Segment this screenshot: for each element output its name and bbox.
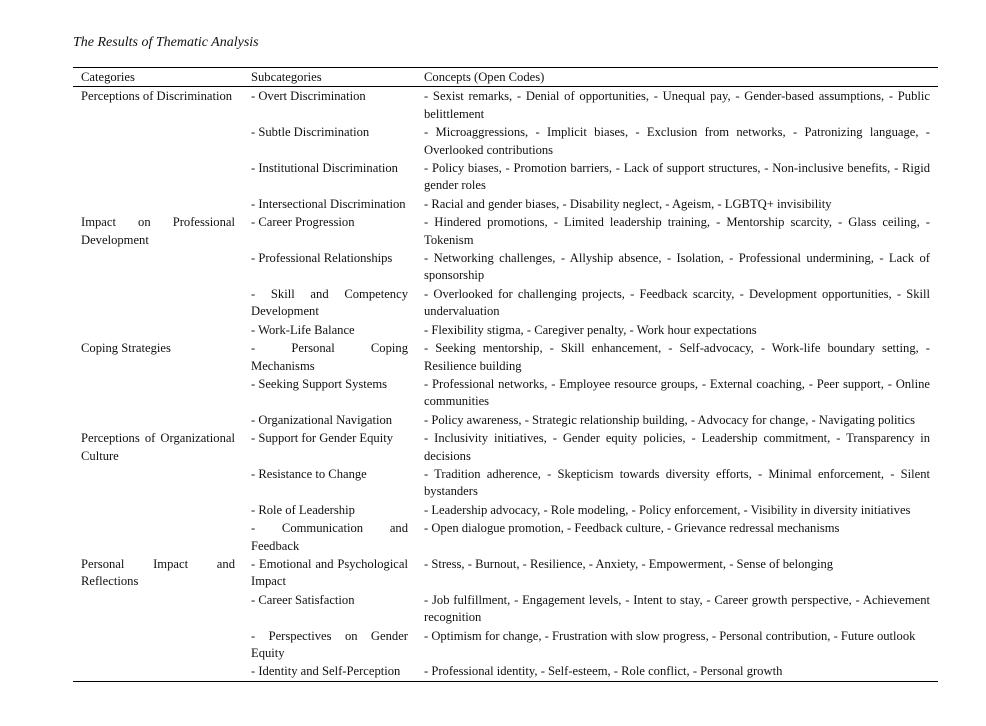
- concepts-cell: - Leadership advocacy, - Role modeling, - Policy enforcement, - Visibility in diversity initiatives: [424, 502, 911, 517]
- concepts-cell: - Policy biases, - Promotion barriers, - Lack of support structures, - Non-inclusive benefits, - Rigid gender roles: [424, 161, 930, 193]
- subcategory-cell: - Identity and Self-Perception: [251, 664, 401, 679]
- concepts-cell: - Professional identity, - Self-esteem, - Role conflict, - Personal growth: [424, 664, 783, 679]
- table-row: [73, 519, 938, 555]
- table-row: [73, 501, 938, 519]
- subcategory-cell: - Organizational Navigation: [251, 412, 393, 427]
- concepts-cell: - Sexist remarks, - Denial of opportunities, - Unequal pay, - Gender-based assumptions, - Public belittlement: [424, 89, 930, 121]
- table-row: [73, 123, 938, 159]
- concepts-cell: - Tradition adherence, - Skepticism towards diversity efforts, - Minimal enforcement, - Silent bystanders: [424, 466, 930, 499]
- concepts-cell: - Racial and gender biases, - Disability neglect, - Ageism, - LGBTQ+ invisibility: [424, 196, 832, 211]
- subcategory-cell: - Skill and Competency Development: [251, 286, 408, 319]
- subcategory-cell: - Intersectional Discrimination: [251, 196, 406, 211]
- category-cell: [73, 411, 243, 429]
- table-caption: The Results of Thematic Analysis: [73, 35, 259, 50]
- concepts-cell: - Overlooked for challenging projects, - Feedback scarcity, - Development opportunities, - Skill undervaluation: [424, 286, 930, 319]
- category-cell: Personal Impact and Reflections: [81, 556, 235, 589]
- table-row: [73, 627, 938, 663]
- concepts-cell: - Inclusivity initiatives, - Gender equity policies, - Leadership commitment, - Transparency in decisions: [424, 431, 930, 463]
- category-cell: [73, 159, 243, 195]
- table-row: [73, 285, 938, 321]
- table-row: [73, 87, 938, 123]
- category-cell: [73, 285, 243, 321]
- subcategory-cell: - Seeking Support Systems: [251, 376, 388, 391]
- category-cell: [73, 591, 243, 627]
- subcategory-cell: - Career Progression: [251, 215, 355, 230]
- table-row: [73, 555, 938, 591]
- table-row: [73, 411, 938, 429]
- subcategory-cell: - Institutional Discrimination: [251, 161, 398, 176]
- concepts-cell: - Hindered promotions, - Limited leadership training, - Mentorship scarcity, - Glass ceiling, - Tokenism: [424, 215, 930, 247]
- concepts-cell: - Job fulfillment, - Engagement levels, - Intent to stay, - Career growth perspective, - Achievement recognition: [424, 592, 930, 625]
- category-cell: [73, 321, 243, 339]
- category-cell: Impact on Professional Development: [81, 215, 235, 247]
- category-cell: [73, 249, 243, 285]
- subcategory-cell: - Overt Discrimination: [251, 89, 366, 104]
- table-row: [73, 159, 938, 195]
- header-categories: Categories: [73, 68, 243, 87]
- category-cell: Coping Strategies: [81, 341, 171, 356]
- table-row: [73, 339, 938, 375]
- subcategory-cell: - Support for Gender Equity: [251, 431, 393, 446]
- subcategory-cell: - Career Satisfaction: [251, 592, 355, 607]
- table-row: [73, 321, 938, 339]
- subcategory-cell: - Communication and Feedback: [251, 521, 408, 553]
- concepts-cell: - Seeking mentorship, - Skill enhancement, - Self-advocacy, - Work-life boundary setting, - Resilience building: [424, 341, 930, 373]
- category-cell: [73, 195, 243, 213]
- category-cell: [73, 123, 243, 159]
- subcategory-cell: - Role of Leadership: [251, 502, 355, 517]
- table-row: [73, 591, 938, 627]
- subcategory-cell: - Emotional and Psychological Impact: [251, 556, 408, 589]
- category-cell: [73, 375, 243, 411]
- concepts-cell: - Networking challenges, - Allyship absence, - Isolation, - Professional undermining, - Lack of sponsorship: [424, 251, 930, 283]
- concepts-cell: - Policy awareness, - Strategic relationship building, - Advocacy for change, - Navigating politics: [424, 412, 916, 427]
- category-cell: [73, 465, 243, 501]
- subcategory-cell: - Work-Life Balance: [251, 322, 355, 337]
- subcategory-cell: - Resistance to Change: [251, 466, 367, 481]
- category-cell: Perceptions of Organizational Culture: [81, 431, 235, 463]
- header-concepts: Concepts (Open Codes): [416, 68, 938, 87]
- table-row: [73, 662, 938, 681]
- subcategory-cell: - Perspectives on Gender Equity: [251, 628, 408, 660]
- category-cell: [73, 627, 243, 663]
- table-row: [73, 465, 938, 501]
- table-row: [73, 249, 938, 285]
- subcategory-cell: - Personal Coping Mechanisms: [251, 341, 408, 373]
- table-header-row: [73, 68, 938, 87]
- table-row: [73, 429, 938, 465]
- table-row: [73, 213, 938, 249]
- category-cell: Perceptions of Discrimination: [81, 89, 233, 104]
- category-cell: [73, 519, 243, 555]
- table-row: [73, 195, 938, 213]
- concepts-cell: - Open dialogue promotion, - Feedback culture, - Grievance redressal mechanisms: [424, 521, 840, 536]
- header-subcategories: Subcategories: [243, 68, 416, 87]
- thematic-analysis-table: [73, 67, 938, 682]
- concepts-cell: - Flexibility stigma, - Caregiver penalty, - Work hour expectations: [424, 322, 757, 337]
- concepts-cell: - Stress, - Burnout, - Resilience, - Anxiety, - Empowerment, - Sense of belonging: [424, 556, 834, 571]
- concepts-cell: - Microaggressions, - Implicit biases, - Exclusion from networks, - Patronizing language, - Overlooked contributions: [424, 125, 930, 157]
- category-cell: [73, 662, 243, 681]
- subcategory-cell: - Subtle Discrimination: [251, 125, 370, 140]
- concepts-cell: - Professional networks, - Employee resource groups, - External coaching, - Peer support, - Online communities: [424, 376, 930, 409]
- table-row: [73, 375, 938, 411]
- concepts-cell: - Optimism for change, - Frustration with slow progress, - Personal contribution, - Future outlook: [424, 628, 916, 643]
- subcategory-cell: - Professional Relationships: [251, 251, 393, 266]
- category-cell: [73, 501, 243, 519]
